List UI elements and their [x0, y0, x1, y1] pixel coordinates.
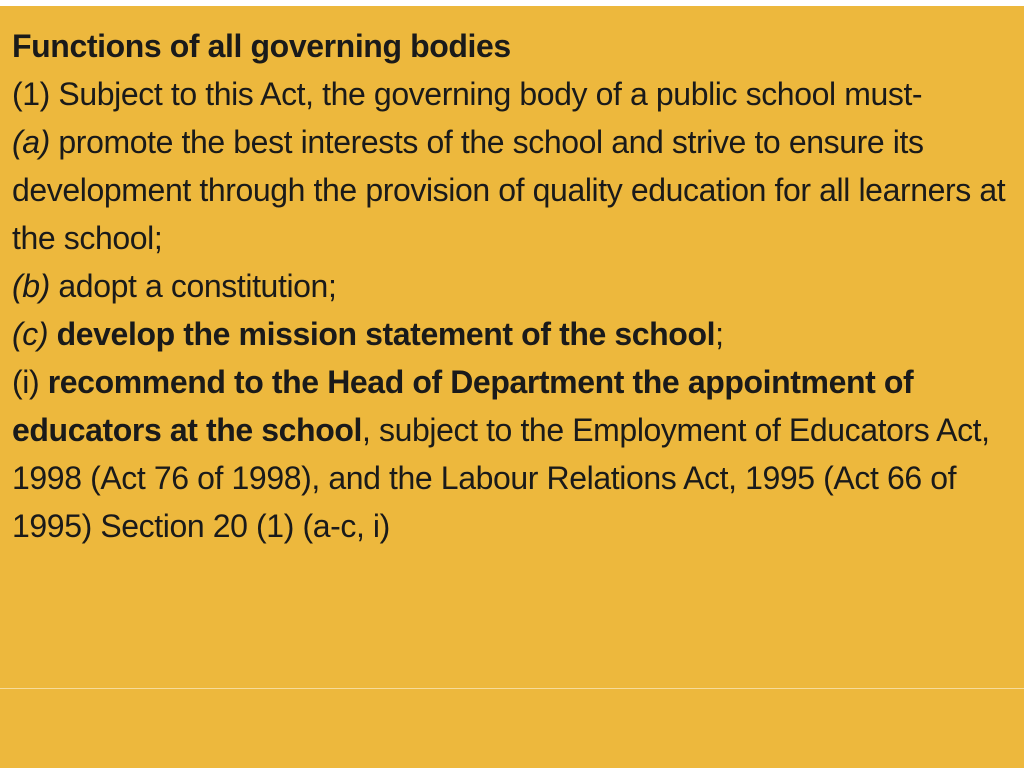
item-text-a: promote the best interests of the school and strive to ensure its development through the provision of quality education for all learners at the school;	[12, 124, 1006, 256]
item-marker-i: (i)	[12, 364, 40, 400]
item-text-i-bold: recommend to the Head of Department the appointment of educators at the school	[12, 364, 914, 448]
item-text-c-bold: develop the mission statement of the school	[48, 316, 716, 352]
list-item-c	[12, 310, 1017, 358]
list-item-i	[12, 358, 1017, 550]
item-text-c-after: ;	[715, 316, 724, 352]
list-item-a	[12, 118, 1017, 262]
footer-divider	[0, 688, 1024, 689]
item-marker-a: (a)	[12, 124, 50, 160]
item-text-i-after: , subject to the Employment of Educators Act, 1998 (Act 76 of 1998), and the Labour Relations Act, 1995 (Act 66 of 1995) Section 20 (1) (a-c, i)	[12, 412, 990, 544]
item-marker-b: (b)	[12, 268, 50, 304]
item-marker-c: (c)	[12, 316, 49, 352]
list-item-b	[12, 262, 1017, 310]
slide-title: Functions of all governing bodies	[12, 28, 511, 64]
item-text-b: adopt a constitution;	[49, 268, 337, 304]
intro-paragraph: (1) Subject to this Act, the governing body of a public school must-	[12, 76, 923, 112]
slide-body	[12, 22, 1017, 550]
